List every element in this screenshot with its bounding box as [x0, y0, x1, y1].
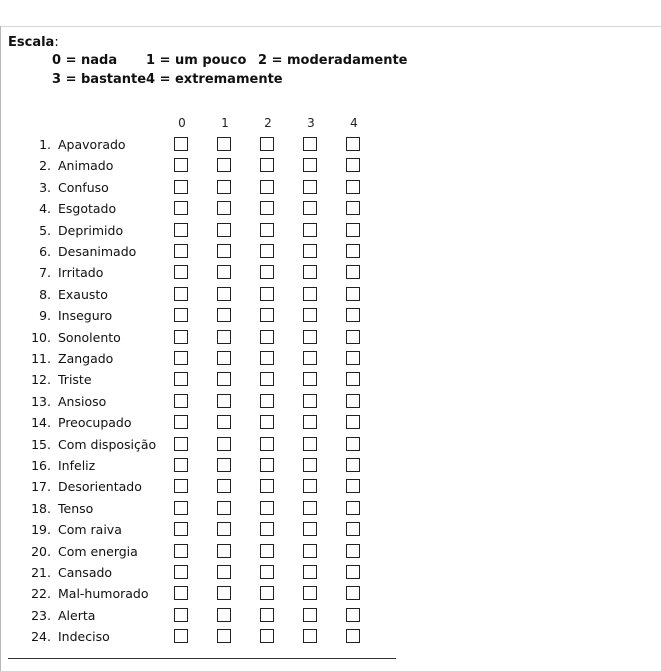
column-header-1: 1	[221, 116, 229, 130]
item-number: 14.	[31, 415, 51, 431]
item-number: 17.	[31, 479, 51, 495]
item-number: 3.	[39, 179, 51, 195]
item-label: Sonolento	[58, 329, 121, 345]
rating-checkbox-0[interactable]	[174, 223, 188, 237]
rating-checkbox-1[interactable]	[217, 244, 231, 258]
item-label: Triste	[58, 372, 92, 388]
legend-1: 1 = um pouco	[146, 53, 247, 68]
rating-checkbox-3[interactable]	[303, 287, 317, 301]
item-number: 19.	[31, 522, 51, 538]
item-number: 24.	[31, 629, 51, 645]
rating-checkbox-0[interactable]	[174, 244, 188, 258]
rating-checkbox-3[interactable]	[303, 372, 317, 386]
item-label: Infeliz	[58, 458, 96, 473]
item-number: 15.	[31, 436, 51, 452]
item-label: Confuso	[58, 179, 109, 195]
item-label: Com raiva	[58, 522, 122, 538]
item-label: Com disposição	[58, 436, 157, 452]
rating-checkbox-4[interactable]	[346, 415, 360, 429]
rating-checkbox-2[interactable]	[260, 180, 274, 194]
scale-title: Escala:	[8, 35, 59, 50]
rating-checkbox-1[interactable]	[217, 287, 231, 301]
top-divider	[0, 26, 661, 27]
item-number: 12.	[31, 372, 51, 388]
legend-0: 0 = nada	[52, 53, 118, 68]
column-header-3: 3	[307, 116, 315, 130]
rating-checkbox-0[interactable]	[174, 544, 188, 558]
rating-checkbox-1[interactable]	[217, 437, 231, 451]
rating-checkbox-2[interactable]	[260, 265, 274, 279]
item-label: Preocupado	[58, 415, 132, 431]
item-number: 11.	[31, 351, 51, 366]
rating-checkbox-0[interactable]	[174, 287, 188, 301]
rating-checkbox-1[interactable]	[217, 394, 231, 408]
rating-checkbox-0[interactable]	[174, 586, 188, 600]
item-label: Esgotado	[58, 201, 117, 217]
rating-checkbox-2[interactable]	[260, 372, 274, 386]
rating-checkbox-4[interactable]	[346, 437, 360, 451]
rating-checkbox-2[interactable]	[260, 586, 274, 600]
rating-checkbox-3[interactable]	[303, 180, 317, 194]
item-label: Tenso	[58, 500, 94, 516]
item-label: Irritado	[58, 265, 104, 281]
rating-checkbox-1[interactable]	[217, 372, 231, 386]
rating-checkbox-1[interactable]	[217, 544, 231, 558]
rating-checkbox-1[interactable]	[217, 501, 231, 515]
rating-checkbox-1[interactable]	[217, 223, 231, 237]
rating-checkbox-0[interactable]	[174, 629, 188, 643]
rating-checkbox-0[interactable]	[174, 351, 188, 365]
rating-checkbox-3[interactable]	[303, 458, 317, 472]
item-number: 18.	[31, 500, 51, 516]
rating-checkbox-2[interactable]	[260, 351, 274, 365]
rating-checkbox-1[interactable]	[217, 137, 231, 151]
rating-checkbox-4[interactable]	[346, 544, 360, 558]
rating-checkbox-3[interactable]	[303, 437, 317, 451]
rating-checkbox-2[interactable]	[260, 522, 274, 536]
item-number: 9.	[39, 308, 51, 324]
rating-checkbox-3[interactable]	[303, 586, 317, 600]
rating-checkbox-4[interactable]	[346, 201, 360, 215]
rating-checkbox-2[interactable]	[260, 415, 274, 429]
rating-checkbox-0[interactable]	[174, 180, 188, 194]
item-label: Ansioso	[58, 393, 107, 409]
item-number: 23.	[31, 607, 51, 623]
rating-checkbox-3[interactable]	[303, 330, 317, 344]
rating-checkbox-2[interactable]	[260, 437, 274, 451]
rating-checkbox-2[interactable]	[260, 158, 274, 172]
rating-checkbox-1[interactable]	[217, 586, 231, 600]
item-label: Apavorado	[58, 137, 126, 152]
item-label: Indeciso	[58, 629, 110, 645]
rating-checkbox-4[interactable]	[346, 479, 360, 493]
rating-checkbox-3[interactable]	[303, 501, 317, 515]
rating-checkbox-4[interactable]	[346, 330, 360, 344]
item-label: Zangado	[58, 351, 114, 366]
rating-checkbox-4[interactable]	[346, 394, 360, 408]
rating-checkbox-3[interactable]	[303, 265, 317, 279]
column-header-2: 2	[264, 116, 272, 130]
rating-checkbox-3[interactable]	[303, 608, 317, 622]
rating-checkbox-1[interactable]	[217, 565, 231, 579]
rating-checkbox-4[interactable]	[346, 180, 360, 194]
rating-checkbox-1[interactable]	[217, 415, 231, 429]
rating-checkbox-3[interactable]	[303, 629, 317, 643]
rating-checkbox-4[interactable]	[346, 372, 360, 386]
rating-checkbox-0[interactable]	[174, 308, 188, 322]
rating-checkbox-0[interactable]	[174, 415, 188, 429]
rating-checkbox-1[interactable]	[217, 351, 231, 365]
item-number: 13.	[31, 393, 51, 409]
rating-checkbox-4[interactable]	[346, 223, 360, 237]
rating-checkbox-2[interactable]	[260, 608, 274, 622]
rating-checkbox-4[interactable]	[346, 137, 360, 151]
rating-checkbox-4[interactable]	[346, 287, 360, 301]
item-label: Alerta	[58, 607, 96, 623]
rating-checkbox-0[interactable]	[174, 501, 188, 515]
rating-checkbox-0[interactable]	[174, 372, 188, 386]
rating-checkbox-4[interactable]	[346, 458, 360, 472]
rating-checkbox-1[interactable]	[217, 458, 231, 472]
rating-checkbox-1[interactable]	[217, 308, 231, 322]
rating-checkbox-4[interactable]	[346, 608, 360, 622]
rating-checkbox-4[interactable]	[346, 501, 360, 515]
item-number: 1.	[39, 137, 51, 152]
rating-checkbox-2[interactable]	[260, 137, 274, 151]
rating-checkbox-0[interactable]	[174, 265, 188, 279]
item-number: 7.	[39, 265, 51, 281]
column-header-0: 0	[178, 116, 186, 130]
rating-checkbox-1[interactable]	[217, 608, 231, 622]
item-label: Cansado	[58, 565, 113, 580]
item-number: 4.	[39, 201, 51, 217]
item-number: 22.	[31, 586, 51, 602]
rating-checkbox-2[interactable]	[260, 544, 274, 558]
rating-checkbox-3[interactable]	[303, 394, 317, 408]
rating-checkbox-1[interactable]	[217, 522, 231, 536]
item-number: 20.	[31, 543, 51, 559]
rating-checkbox-2[interactable]	[260, 223, 274, 237]
rating-checkbox-4[interactable]	[346, 351, 360, 365]
legend-2: 2 = moderadamente	[258, 53, 408, 68]
rating-checkbox-4[interactable]	[346, 565, 360, 579]
item-label: Desorientado	[58, 479, 142, 495]
rating-checkbox-4[interactable]	[346, 158, 360, 172]
rating-checkbox-4[interactable]	[346, 308, 360, 322]
rating-checkbox-1[interactable]	[217, 158, 231, 172]
item-number: 16.	[31, 458, 51, 473]
rating-checkbox-3[interactable]	[303, 415, 317, 429]
item-label: Com energia	[58, 543, 138, 559]
rating-checkbox-4[interactable]	[346, 244, 360, 258]
item-number: 8.	[39, 286, 51, 302]
rating-checkbox-2[interactable]	[260, 394, 274, 408]
rating-checkbox-3[interactable]	[303, 544, 317, 558]
rating-checkbox-2[interactable]	[260, 201, 274, 215]
item-number: 5.	[39, 222, 51, 238]
rating-checkbox-3[interactable]	[303, 158, 317, 172]
item-label: Deprimido	[58, 222, 124, 238]
rating-checkbox-3[interactable]	[303, 244, 317, 258]
rating-checkbox-0[interactable]	[174, 330, 188, 344]
item-number: 10.	[31, 329, 51, 345]
rating-checkbox-0[interactable]	[174, 394, 188, 408]
legend-4: 4 = extremamente	[146, 72, 283, 87]
rating-checkbox-3[interactable]	[303, 522, 317, 536]
rating-checkbox-2[interactable]	[260, 244, 274, 258]
rating-checkbox-4[interactable]	[346, 586, 360, 600]
rating-checkbox-2[interactable]	[260, 458, 274, 472]
rating-checkbox-2[interactable]	[260, 287, 274, 301]
rating-checkbox-0[interactable]	[174, 158, 188, 172]
item-label: Inseguro	[58, 308, 113, 324]
rating-checkbox-0[interactable]	[174, 137, 188, 151]
rating-checkbox-3[interactable]	[303, 137, 317, 151]
rating-checkbox-2[interactable]	[260, 479, 274, 493]
rating-checkbox-1[interactable]	[217, 265, 231, 279]
rating-checkbox-2[interactable]	[260, 501, 274, 515]
item-number: 2.	[39, 158, 51, 174]
item-label: Mal-humorado	[58, 586, 149, 602]
rating-checkbox-2[interactable]	[260, 308, 274, 322]
rating-checkbox-0[interactable]	[174, 458, 188, 472]
rating-checkbox-0[interactable]	[174, 522, 188, 536]
rating-checkbox-1[interactable]	[217, 201, 231, 215]
bottom-divider	[8, 658, 396, 659]
rating-checkbox-3[interactable]	[303, 223, 317, 237]
rating-checkbox-4[interactable]	[346, 522, 360, 536]
rating-checkbox-3[interactable]	[303, 479, 317, 493]
rating-checkbox-4[interactable]	[346, 629, 360, 643]
scale-title-text: Escala	[8, 35, 55, 50]
rating-checkbox-1[interactable]	[217, 629, 231, 643]
rating-checkbox-0[interactable]	[174, 565, 188, 579]
rating-checkbox-1[interactable]	[217, 180, 231, 194]
rating-checkbox-4[interactable]	[346, 265, 360, 279]
left-border	[0, 26, 1, 671]
rating-checkbox-3[interactable]	[303, 201, 317, 215]
rating-checkbox-0[interactable]	[174, 437, 188, 451]
item-number: 6.	[39, 244, 51, 259]
rating-checkbox-2[interactable]	[260, 565, 274, 579]
rating-checkbox-0[interactable]	[174, 608, 188, 622]
item-label: Desanimado	[58, 244, 137, 259]
legend-3: 3 = bastante	[52, 72, 147, 87]
item-label: Animado	[58, 158, 114, 174]
rating-checkbox-0[interactable]	[174, 201, 188, 215]
item-number: 21.	[31, 565, 51, 580]
rating-checkbox-2[interactable]	[260, 330, 274, 344]
item-label: Exausto	[58, 286, 108, 302]
rating-checkbox-2[interactable]	[260, 629, 274, 643]
rating-checkbox-3[interactable]	[303, 351, 317, 365]
rating-checkbox-3[interactable]	[303, 565, 317, 579]
rating-checkbox-0[interactable]	[174, 479, 188, 493]
rating-checkbox-1[interactable]	[217, 330, 231, 344]
column-header-4: 4	[350, 116, 358, 130]
rating-checkbox-1[interactable]	[217, 479, 231, 493]
rating-checkbox-3[interactable]	[303, 308, 317, 322]
